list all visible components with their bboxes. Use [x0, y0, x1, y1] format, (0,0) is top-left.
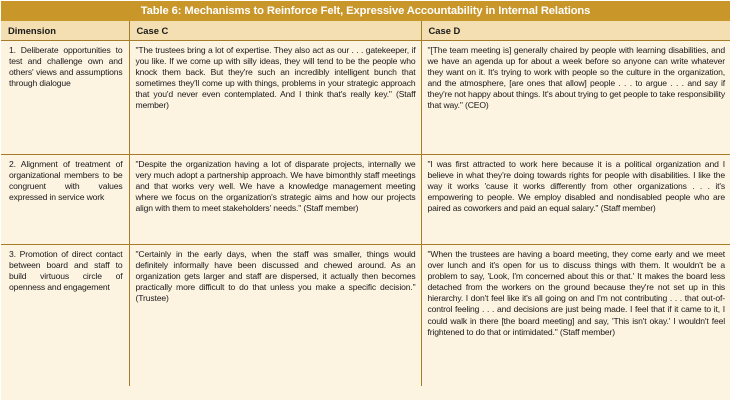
case-c-cell: "The trustees bring a lot of expertise. They also act as our . . . gatekeeper, if you like. If we come up with silly ideas, they will tend to be the people who knock them back. But they're such an incredibly intelligent bunch that sometimes they'll come up with things, problems in your strategic approach that you'd never even contemplated. And I think that's really key." (Staff member): [129, 41, 421, 155]
table-row: [1, 41, 730, 155]
table-row: [1, 155, 730, 245]
table-title: Table 6: Mechanisms to Reinforce Felt, Expressive Accountability in Internal Relations: [1, 1, 730, 21]
dimension-cell: 1. Deliberate opportunities to test and challenge own and others' views and assumptions through dialogue: [1, 41, 129, 155]
accountability-table: [1, 1, 730, 400]
header-dimension: Dimension: [1, 21, 129, 41]
header-case-d: Case D: [421, 21, 730, 41]
dimension-cell: 2. Alignment of treatment of organizational members to be congruent with values expressed in service work: [1, 155, 129, 245]
dimension-cell: 3. Promotion of direct contact between board and staff to build virtuous circle of openness and engagement: [1, 245, 129, 387]
header-case-c: Case C: [129, 21, 421, 41]
case-d-cell: "When the trustees are having a board meeting, they come early and we meet over lunch and it's open for us to discuss things with them. It wouldn't be a problem to say, 'Look, I'm concerned about this or that.' It makes the board less detached from the workers on the ground because they're not set up in this hierarchy. I don't feel like it's all going on and I'm not contributing . . . that out-of-control feeling . . . and decisions are just being made. I feel that if it came to it, I could walk in there [the board meeting] and say, 'This isn't okay.' I wouldn't feel frightened to do that or intimidated." (Staff member): [427, 249, 725, 337]
case-c-cell: "Despite the organization having a lot of disparate projects, internally we very much adopt a partnership approach. We have bimonthly staff meetings and that works very well. We have a knowledge management meeting where we focus on the organization's strategic aims and how our projects align with them to meet stakeholders' needs." (Staff member): [129, 155, 421, 245]
table-grid: [1, 21, 730, 386]
case-d-cell: "[The team meeting is] generally chaired by people with learning disabilities, and we have an agenda up for about a week before so anyone can write whatever they want on it. It's trying to work with people so the culture in the organization, and the atmosphere, [are ones that allow] people . . . to argue . . . and say if they're not happy about things. It's about trying to get people to take responsibility that way." (CEO): [421, 41, 730, 155]
case-d-cell: "I was first attracted to work here because it is a political organization and I believe in what they're doing towards rights for people with disabilities. I like the way it works 'cause it works differently from other organizations . . . it's empowering to people. We employ disabled and nondisabled people who are paired as coworkers and paid an equal salary." (Staff member): [421, 155, 730, 245]
case-c-cell: "Certainly in the early days, when the staff was smaller, things would definitely informally have been discussed and chewed around. As an organization gets larger and staff are dispersed, it actually then becomes practically more difficult to do that unless you make a specific decision." (Trustee): [129, 245, 421, 387]
header-row: [1, 21, 730, 41]
table-row: [1, 245, 730, 387]
